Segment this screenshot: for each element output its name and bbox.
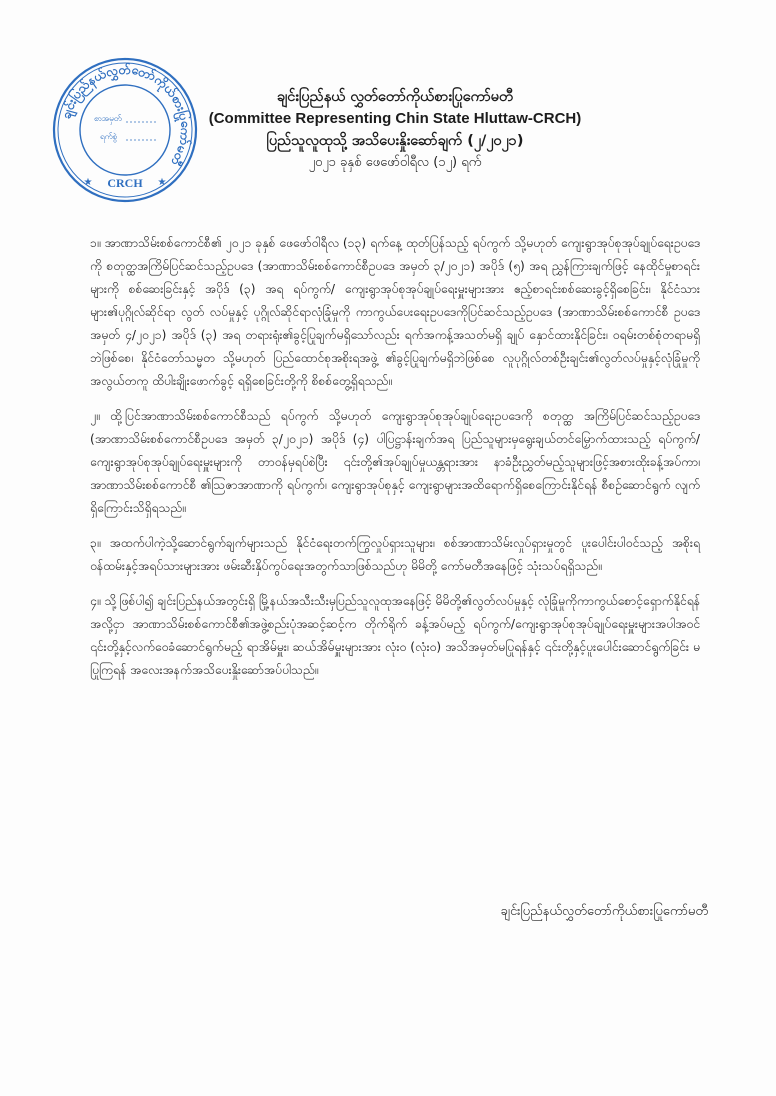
paragraph-1: ၁။ အာဏာသိမ်းစစ်ကောင်စီ၏ ၂၀၂၁ ခုနှစ် ဖေဖော်ဝါရီလ (၁၃) ရက်နေ့ ထုတ်ပြန်သည့် ရပ်ကွက် သို့မဟုတ် ကျေးရွာအုပ်စုအုပ်ချုပ်ရေးဥပဒေကို စတုတ္ထအကြိမ်ပြင်ဆင်သည့်ဥပဒေ (အာဏာသိမ်းစစ်ကောင်စီဥပဒေ အမှတ် ၃/၂၀၂၁) အပိုဒ် (၅) အရ ညွှန်ကြားချက်ဖြင့် နေထိုင်မှုစာရင်းများကို စစ်ဆေးခြင်းနှင့် အပိုဒ် (၃) အရ ရပ်ကွက်/ ကျေးရွာအုပ်စုအုပ်ချုပ်ရေးမှူးများအား ဧည့်စာရင်းစစ်ဆေးခွင့်ရှိစေခြင်း၊ နိုင်ငံသားများ၏ပုဂ္ဂိုလ်ဆိုင်ရာ လွတ် လပ်မှုနှင့် ပုဂ္ဂိုလ်ဆိုင်ရာလုံခြုံမှုကို ကာကွယ်ပေးရေးဥပဒေကိုပြင်ဆင်သည့်ဥပဒေ (အာဏာသိမ်းစစ်ကောင်စီ ဥပဒေအမှတ် ၄/၂၀၂၁) အပိုဒ် (၃) အရ တရားရုံး၏ခွင့်ပြုချက်မရှိသော်လည်း ရက်အကန့်အသတ်မရှိ ချုပ် နှောင်ထားနိုင်ခြင်း၊ ဝရမ်းတစ်စုံတရာမရှိဘဲဖြစ်စေ၊ နိုင်ငံတော်သမ္မတ သို့မဟုတ် ပြည်ထောင်စုအစိုးရအဖွဲ့ ၏ခွင့်ပြုချက်မရှိဘဲဖြစ်စေ လူပုဂ္ဂိုလ်တစ်ဦးချင်း၏လွတ်လပ်မှုနှင့်လုံခြုံမှုကို အလွယ်တကူ ထိပါးချိုးဖောက်ခွင့် ရရှိစေခြင်းတို့ကို စိစစ်တွေ့ရှိရသည်။ — [90, 236, 700, 388]
letterhead — [200, 86, 590, 174]
seal-reference-label: စာအမှတ် — [94, 114, 122, 123]
committee-title-english: (Committee Representing Chin State Hluttaw-CRCH) — [208, 110, 582, 127]
seal-star-icon: ★ — [83, 177, 93, 188]
seal-abbreviation: CRCH — [107, 176, 143, 190]
statement-title: ပြည်သူလူထုသို့ အသိပေးနှိုးဆော်ချက် (၂/၂၀၂၁) — [266, 133, 524, 149]
paragraph-3: ၃။ အထက်ပါကဲ့သို့ဆောင်ရွက်ချက်များသည် နိုင်ငံရေးတက်ကြွလှုပ်ရှားသူများ၊ စစ်အာဏာသိမ်းလှုပ်ရှားမှုတွင် ပူးပေါင်းပါဝင်သည့် အစိုးရဝန်ထမ်းနှင့်အရပ်သားများအား ဖမ်းဆီးနှိပ်ကွပ်ရေးအတွက်သာဖြစ်သည်ဟု မိမိတို့ ကော်မတီအနေဖြင့် သုံးသပ်ရရှိသည်။ — [90, 536, 700, 573]
statement-body — [90, 232, 700, 694]
signature-block: ချင်းပြည်နယ်လွှတ်တော်ကိုယ်စားပြုကော်မတီ — [500, 904, 708, 919]
paragraph-2: ၂။ ထို့ပြင်အာဏာသိမ်းစစ်ကောင်စီသည် ရပ်ကွက် သို့မဟုတ် ကျေးရွာအုပ်စုအုပ်ချုပ်ရေးဥပဒေကို စတုတ္ထ အကြိမ်ပြင်ဆင်သည့်ဥပဒေ (အာဏာသိမ်းစစ်ကောင်စီဥပဒေ အမှတ် ၃/၂၀၂၁) အပိုဒ် (၄) ပါပြဋ္ဌာန်းချက်အရ ပြည်သူများမှရွေးချယ်တင်မြှောက်ထားသည့် ရပ်ကွက်/ကျေးရွာအုပ်စုအုပ်ချုပ်ရေးမှူးများကို တာဝန်မှရပ်စဲပြီး ၎င်းတို့၏အုပ်ချုပ်မှုယန္တရားအား နာခံဦးညွှတ်မည့်သူများဖြင့်အစားထိုးခန့်အပ်ကာ၊ အာဏာသိမ်းစစ်ကောင်စီ ၏ဩဇာအာဏာကို ရပ်ကွက်၊ ကျေးရွာအုပ်စုနှင့် ကျေးရွာများအထိရောက်ရှိစေကြောင်းနိုင်ရန် စီစဉ်ဆောင်ရွက် လျက်ရှိကြောင်းသိရှိရသည်။ — [90, 409, 700, 515]
paragraph-4: ၄။ သို့ဖြစ်ပါ၍ ချင်းပြည်နယ်အတွင်းရှိ မြို့နယ်အသီးသီးမှပြည်သူလူထုအနေဖြင့် မိမိတို့၏လွတ်လပ်မှုနှင့် လုံခြုံမှုကိုကာကွယ်စောင့်ရှောက်နိုင်ရန်အလို့ငှာ အာဏာသိမ်းစစ်ကောင်စီ၏အဖွဲ့စည်းပုံအဆင့်ဆင့်က တိုက်ရိုက် ခန့်အပ်မည့် ရပ်ကွက်/ကျေးရွာအုပ်စုအုပ်ချုပ်ရေးမှူးများအပါအဝင် ၎င်းတို့နှင့်လက်ဝေခံဆောင်ရွက်မည့် ရာအိမ်မှူး၊ ဆယ်အိမ်မှူးများအား လုံးဝ (လုံးဝ) အသိအမှတ်မပြုရန်နှင့် ၎င်းတို့နှင့်ပူးပေါင်းဆောင်ရွက်ခြင်း မပြုကြရန် အလေးအနက်အသိပေးနှိုးဆော်အပ်ပါသည်။ — [90, 594, 700, 677]
statement-date: ၂၀၂၁ ခုနှစ် ဖေဖော်ဝါရီလ (၁၂) ရက် — [308, 155, 482, 170]
seal-ring-text: ချင်းပြည်နယ်လွှတ်တော်ကိုယ်စားပြုကော်မတီ — [58, 61, 194, 169]
seal-date-label: ရက်စွဲ — [100, 132, 117, 141]
committee-title-myanmar: ချင်းပြည်နယ် လွှတ်တော်ကိုယ်စားပြုကော်မတီ — [276, 89, 514, 105]
committee-seal-stamp — [50, 55, 200, 205]
seal-star-icon: ★ — [157, 177, 167, 188]
